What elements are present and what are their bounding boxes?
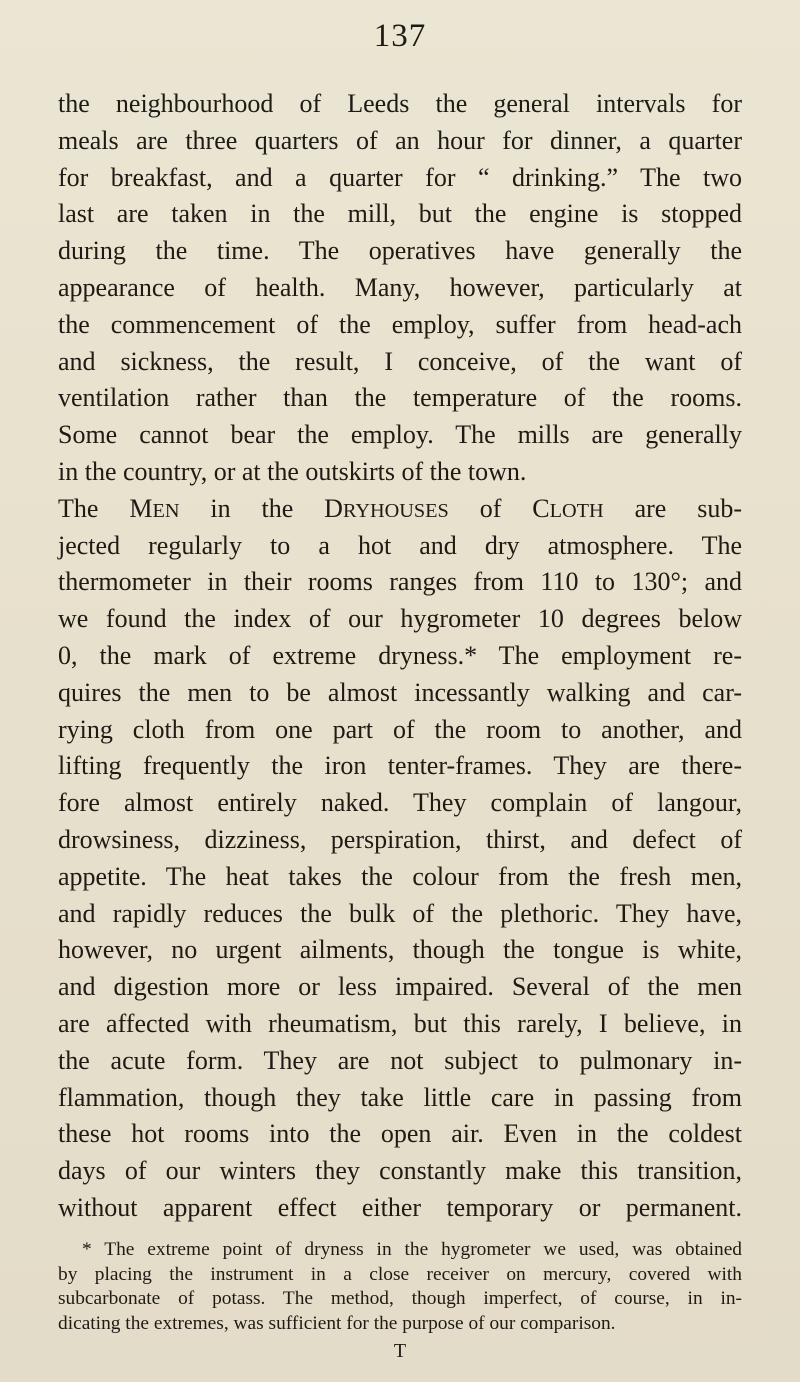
footnote-line: subcarbonate of potass. The method, though imperfect, of course, in in- <box>58 1288 742 1310</box>
signature-mark: T <box>393 1340 407 1362</box>
text-line: the neighbourhood of Leeds the general intervals for <box>58 89 742 118</box>
text-line: during the time. The operatives have generally the <box>58 236 742 266</box>
text-line: and digestion more or less impaired. Several of the men <box>58 972 742 1002</box>
text-line: in the country, or at the outskirts of the town. <box>58 456 527 486</box>
text-line: meals are three quarters of an hour for dinner, a quarter <box>58 125 742 155</box>
text-line: these hot rooms into the open air. Even in the coldest <box>58 1119 742 1149</box>
page-number: 137 <box>373 18 427 54</box>
text-line: however, no urgent ailments, though the tongue is white, <box>58 935 742 965</box>
text-line: jected regularly to a hot and dry atmosphere. The <box>58 530 742 560</box>
text-line: without apparent effect either temporary or permanent. <box>58 1192 742 1222</box>
footnote-line: by placing the instrument in a close receiver on mercury, covered with <box>58 1263 742 1285</box>
text-line: appearance of health. Many, however, particularly at <box>58 272 742 302</box>
text-line: quires the men to be almost incessantly walking and car- <box>58 677 742 707</box>
text-line: are affected with rheumatism, but this rarely, I believe, in <box>58 1008 742 1038</box>
text-line: days of our winters they constantly make this transition, <box>58 1156 742 1186</box>
text-line: flammation, though they take little care in passing from <box>58 1082 742 1112</box>
text-line: ventilation rather than the temperature of the rooms. <box>58 383 742 413</box>
body-text <box>58 86 742 1227</box>
footnote-line: dicating the extremes, was sufficient for the purpose of our comparison. <box>58 1312 616 1334</box>
text-line: for breakfast, and a quarter for “ drinking.” The two <box>58 162 742 192</box>
text-line: lifting frequently the iron tenter-frames. They are there- <box>58 751 742 781</box>
text-line: we found the index of our hygrometer 10 degrees below <box>58 604 742 634</box>
text-line: last are taken in the mill, but the engine is stopped <box>58 199 742 229</box>
footnote-line: * The extreme point of dryness in the hygrometer we used, was obtained <box>82 1239 742 1260</box>
text-line: rying cloth from one part of the room to another, and <box>58 714 742 744</box>
footnote <box>58 1238 742 1336</box>
text-line: The MEN in the DRYHOUSES of CLOTH are sub- <box>58 493 742 523</box>
text-line: appetite. The heat takes the colour from the fresh men, <box>58 861 742 891</box>
text-line: the acute form. They are not subject to pulmonary in- <box>58 1045 742 1075</box>
text-line: 0, the mark of extreme dryness.* The employment re- <box>58 640 742 670</box>
text-line: Some cannot bear the employ. The mills are generally <box>58 420 742 450</box>
text-line: the commencement of the employ, suffer from head-ach <box>58 309 742 339</box>
text-line: thermometer in their rooms ranges from 110 to 130°; and <box>58 567 742 597</box>
text-line: and sickness, the result, I conceive, of the want of <box>58 346 742 376</box>
text-line: drowsiness, dizziness, perspiration, thirst, and defect of <box>58 824 742 854</box>
text-line: fore almost entirely naked. They complain of langour, <box>58 788 742 818</box>
text-line: and rapidly reduces the bulk of the plethoric. They have, <box>58 898 742 928</box>
